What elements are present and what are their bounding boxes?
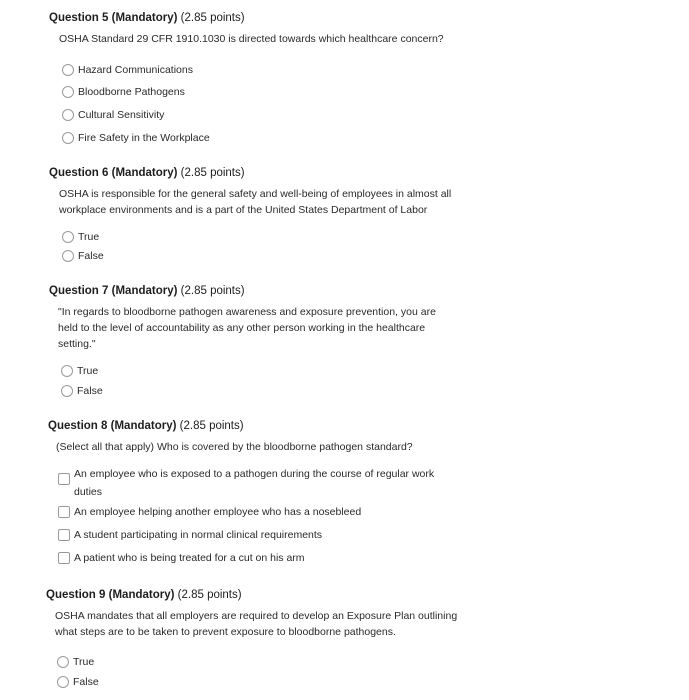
radio-option[interactable] [62,249,104,264]
radio-option[interactable] [62,131,210,146]
radio-button[interactable] [62,86,74,98]
points-label: (2.85 points) [177,589,242,601]
points-label: (2.85 points) [179,420,244,432]
option-label: An employee helping another employee who has a nosebleed [74,506,362,518]
question-text: (Select all that apply) Who is covered by the bloodborne pathogen standard? [56,441,413,453]
radio-button[interactable] [62,231,74,243]
question-number: Question 7 [49,285,109,297]
option-label: Cultural Sensitivity [78,109,165,121]
option-label: False [78,250,104,262]
option-label: A patient who is being treated for a cut on his arm [74,552,305,564]
option-label: Fire Safety in the Workplace [78,132,210,144]
option-label: True [77,365,99,377]
points-label: (2.85 points) [180,12,245,24]
question-header [49,284,453,298]
question-9 [46,588,470,640]
question-text: "In regards to bloodborne pathogen awareness and exposure prevention, you are held to the level of accountability as any other person working in the healthcare setting." [58,306,436,350]
mandatory-label: (Mandatory) [110,420,177,432]
radio-option[interactable] [62,230,99,245]
question-6 [49,166,469,218]
question-number: Question 8 [48,420,108,432]
radio-option[interactable] [61,364,98,379]
checkbox-option[interactable] [58,551,305,566]
radio-button[interactable] [62,64,74,76]
option-label: A student participating in normal clinical requirements [74,529,323,541]
radio-option[interactable] [61,384,103,399]
mandatory-label: (Mandatory) [111,12,178,24]
radio-option[interactable] [62,63,193,78]
option-label: True [73,656,95,668]
checkbox[interactable] [58,473,70,485]
checkbox[interactable] [58,506,70,518]
radio-option[interactable] [62,85,185,100]
checkbox-option[interactable] [58,465,458,501]
question-number: Question 5 [49,12,109,24]
radio-button[interactable] [57,656,69,668]
checkbox-option[interactable] [58,505,361,520]
checkbox[interactable] [58,552,70,564]
question-header [46,588,470,602]
radio-button[interactable] [61,365,73,377]
question-text: OSHA is responsible for the general safety and well-being of employees in almost all workplace environments and is a part of the United States Department of Labor [59,188,452,216]
question-text: OSHA mandates that all employers are required to develop an Exposure Plan outlining what steps are to be taken to prevent exposure to bloodborne pathogens. [55,610,458,638]
radio-button[interactable] [62,132,74,144]
points-label: (2.85 points) [180,285,245,297]
mandatory-label: (Mandatory) [108,589,175,601]
points-label: (2.85 points) [180,167,245,179]
question-header [49,11,479,25]
mandatory-label: (Mandatory) [111,167,178,179]
option-label: False [77,385,103,397]
checkbox[interactable] [58,529,70,541]
question-number: Question 9 [46,589,106,601]
question-header [49,166,469,180]
mandatory-label: (Mandatory) [111,285,178,297]
radio-button[interactable] [57,676,69,688]
question-7 [49,284,453,352]
question-header [48,419,476,433]
option-label: False [73,676,99,688]
question-8 [48,419,476,455]
radio-option[interactable] [62,108,164,123]
radio-button[interactable] [61,385,73,397]
option-label: True [78,231,100,243]
option-label: Bloodborne Pathogens [78,86,185,98]
question-text: OSHA Standard 29 CFR 1910.1030 is directed towards which healthcare concern? [59,33,444,45]
radio-button[interactable] [62,109,74,121]
option-label: Hazard Communications [78,64,193,76]
radio-option[interactable] [57,675,99,690]
radio-button[interactable] [62,250,74,262]
question-5 [49,11,479,47]
question-number: Question 6 [49,167,109,179]
radio-option[interactable] [57,655,94,670]
checkbox-option[interactable] [58,528,322,543]
option-label: An employee who is exposed to a pathogen during the course of regular work duties [74,468,435,498]
